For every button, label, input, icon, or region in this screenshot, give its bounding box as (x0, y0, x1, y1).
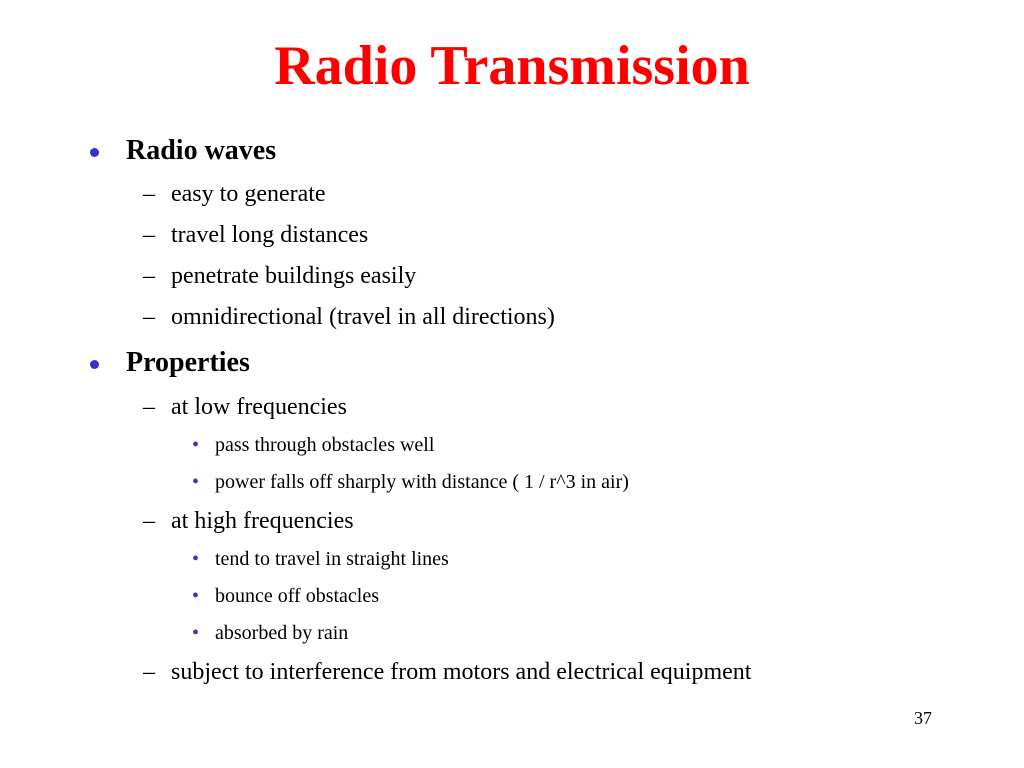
page-number: 37 (914, 708, 932, 728)
list-item: easy to generate (171, 181, 326, 207)
slide-title: Radio Transmission (274, 35, 750, 97)
list-item: bounce off obstacles (215, 585, 380, 607)
list-item: tend to travel in straight lines (215, 548, 449, 570)
list-item-high-frequencies: at high frequencies (171, 508, 354, 534)
small-bullet-icon: • (192, 585, 200, 607)
list-item: penetrate buildings easily (171, 263, 417, 289)
section-heading-radio-waves: Radio waves (126, 135, 277, 166)
small-bullet-icon: • (192, 434, 200, 456)
list-item: pass through obstacles well (215, 434, 435, 456)
list-item: travel long distances (171, 222, 369, 248)
list-item: omnidirectional (travel in all directions) (171, 304, 555, 330)
dash-icon: – (143, 659, 155, 685)
section-heading-properties: Properties (126, 347, 250, 378)
list-item: power falls off sharply with distance ( 1 / r^3 in air) (215, 471, 629, 493)
dash-icon: – (143, 263, 155, 289)
dash-icon: – (143, 508, 155, 534)
bullet-icon (90, 148, 99, 157)
dash-icon: – (143, 394, 155, 420)
small-bullet-icon: • (192, 471, 200, 493)
list-item: absorbed by rain (215, 622, 349, 644)
dash-icon: – (143, 304, 155, 330)
dash-icon: – (143, 181, 155, 207)
bullet-icon (90, 360, 99, 369)
list-item-interference: subject to interference from motors and electrical equipment (171, 659, 752, 685)
list-item-low-frequencies: at low frequencies (171, 394, 347, 420)
small-bullet-icon: • (192, 548, 200, 570)
dash-icon: – (143, 222, 155, 248)
small-bullet-icon: • (192, 622, 200, 644)
